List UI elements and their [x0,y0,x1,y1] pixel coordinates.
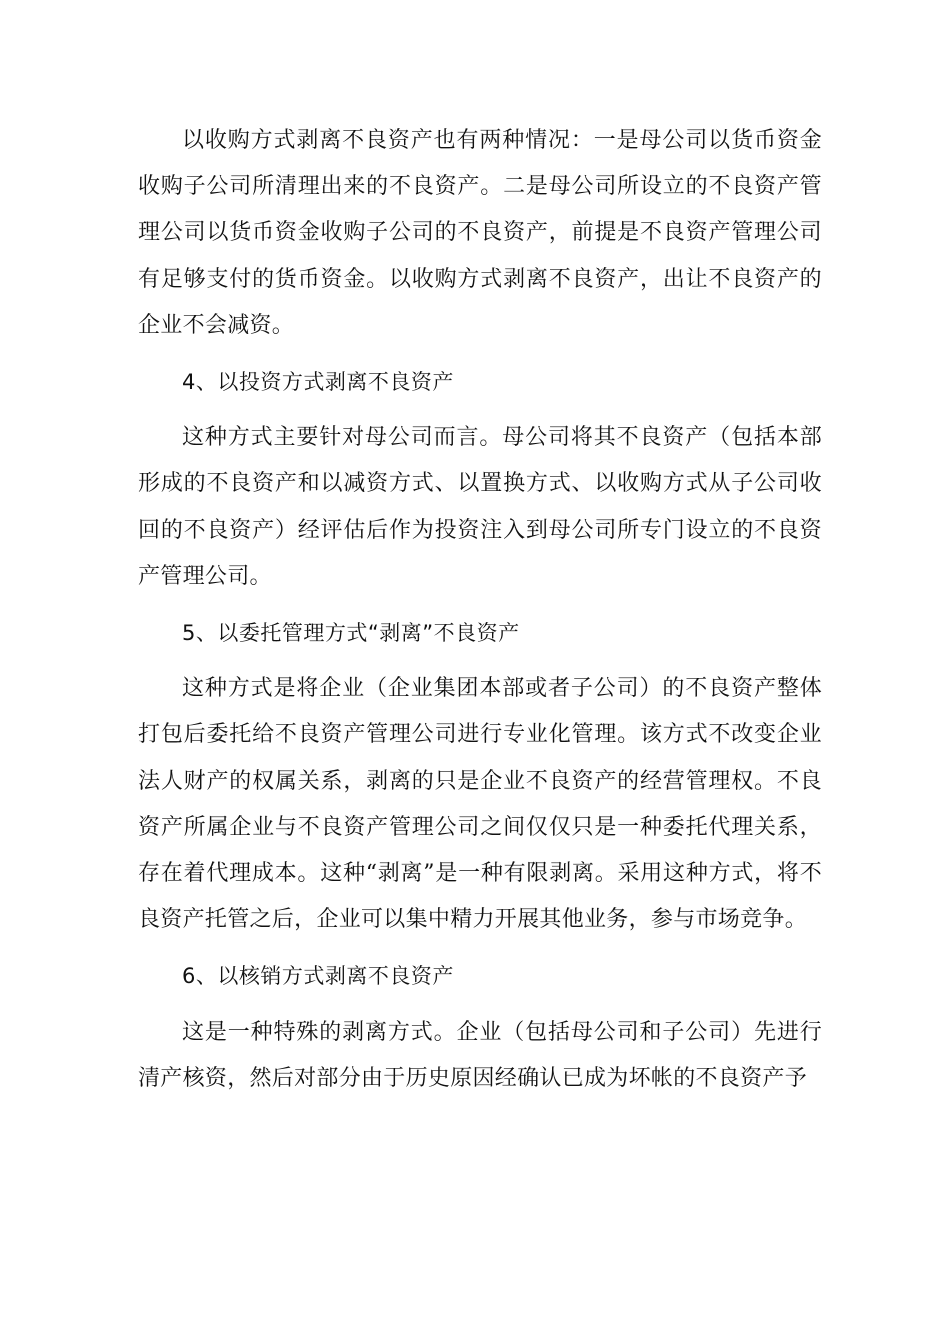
document-body [138,118,822,1112]
paragraph-investment-stripping: 这种方式主要针对母公司而言。母公司将其不良资产（包括本部形成的不良资产和以减资方式、以置换方式、以收购方式从子公司收回的不良资产）经评估后作为投资注入到母公司所专门设立的不良资产管理公司。 [138,425,822,589]
section-heading-entrusted-management: 5、以委托管理方式“剥离”不良资产 [182,621,520,646]
paragraph-write-off-stripping: 这是一种特殊的剥离方式。企业（包括母公司和子公司）先进行清产核资，然后对部分由于历史原因经确认已成为坏帐的不良资产予 [138,1019,822,1091]
section-heading-investment-stripping: 4、以投资方式剥离不良资产 [182,370,454,395]
section-heading-write-off-stripping: 6、以核销方式剥离不良资产 [182,964,454,989]
paragraph-entrusted-management: 这种方式是将企业（企业集团本部或者子公司）的不良资产整体打包后委托给不良资产管理公司进行专业化管理。该方式不改变企业法人财产的权属关系，剥离的只是企业不良资产的经营管理权。不良资产所属企业与不良资产管理公司之间仅仅只是一种委托代理关系，存在着代理成本。这种“剥离”是一种有限剥离。采用这种方式，将不良资产托管之后，企业可以集中精力开展其他业务，参与市场竞争。 [138,676,822,933]
paragraph-acquisition-stripping: 以收购方式剥离不良资产也有两种情况：一是母公司以货币资金收购子公司所清理出来的不良资产。二是母公司所设立的不良资产管理公司以货币资金收购子公司的不良资产，前提是不良资产管理公司有足够支付的货币资金。以收购方式剥离不良资产，出让不良资产的企业不会减资。 [138,128,822,338]
